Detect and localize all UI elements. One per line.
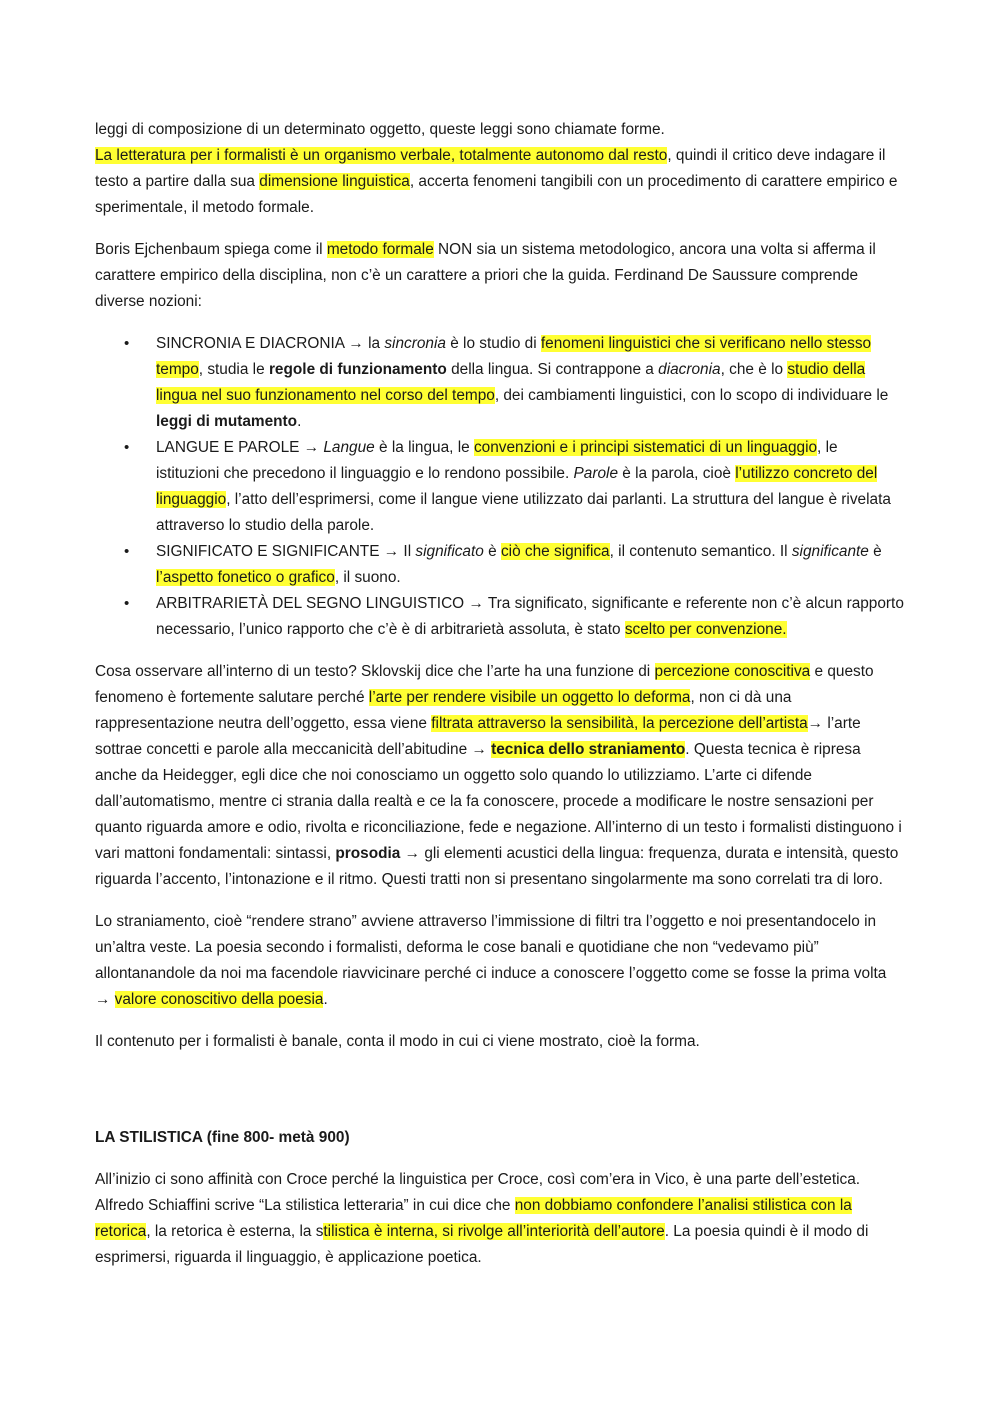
highlight: valore conoscitivo della poesia xyxy=(114,991,324,1008)
list-item: • SINCRONIA E DIACRONIA → la sincronia è lo studio di fenomeni linguistici che si verificano nello stesso tempo, studia le regole di funzionamento della lingua. Si contrappone a diacronia, che è lo studio della lingua nel suo funzionamento nel corso del tempo, dei cambiamenti linguistici, con lo scopo di individuare le leggi di mutamento. xyxy=(156,331,905,435)
paragraph-stilistica: All’inizio ci sono affinità con Croce perché la linguistica per Croce, così com’era in Vico, è una parte dell’estetica. Alfredo Schiaffini scrive “La stilistica letteraria” in cui dice che non dobbiamo confondere l’analisi stilistica con la retorica, la retorica è esterna, la stilistica è interna, si rivolge all’interiorità dell’autore. La poesia quindi è il modo di esprimersi, riguarda il linguaggio, è applicazione poetica. xyxy=(95,1171,869,1266)
arrow-right-icon: → xyxy=(404,845,421,862)
highlight: scelto per convenzione. xyxy=(624,621,787,638)
arrow-right-icon: → xyxy=(348,335,364,352)
highlight: metodo formale xyxy=(326,241,434,258)
arrow-right-icon: → xyxy=(807,715,824,732)
arrow-right-icon: → xyxy=(383,543,400,560)
bullet-icon: • xyxy=(124,543,130,560)
paragraph-contenuto: Il contenuto per i formalisti è banale, conta il modo in cui ci viene mostrato, cioè la forma. xyxy=(95,1033,700,1050)
paragraph-sklovskij: Cosa osservare all’interno di un testo? Sklovskij dice che l’arte ha una funzione di percezione conoscitiva e questo fenomeno è fortemente salutare perché l’arte per rendere visibile un oggetto lo deforma, non ci dà una rappresentazione neutra dell’oggetto, essa viene filtrata attraverso la sensibilità, la percezione dell’artista→ l’arte sottrae concetti e parole alla meccanicità dell’abitudine → tecnica dello straniamento. Questa tecnica è ripresa anche da Heidegger, egli dice che noi conosciamo un oggetto solo quando lo utilizziamo. L’arte ci difende dall’automatismo, mentre ci strania dalla realtà e ce la fa conoscere, procede a modificare le nostre sensazioni per quanto riguarda amore e odio, rivolta e riconciliazione, fede e negazione. All’interno di un testo i formalisti distinguono i vari mattoni fondamentali: sintassi, prosodia → gli elementi acustici della lingua: frequenza, durata e intensità, questo riguarda l’accento, l’intonazione e il ritmo. Questi tratti non si presentano singolarmente ma sono correlati tra di loro. xyxy=(95,663,902,888)
arrow-right-icon: → xyxy=(303,439,320,456)
list-item: • ARBITRARIETÀ DEL SEGNO LINGUISTICO → Tra significato, significante e referente non c’è alcun rapporto necessario, l’unico rapporto che c’è è di arbitrarietà assoluta, è stato scelto per convenzione. xyxy=(156,591,905,643)
highlight: fenomeni linguistici che si verificano nello stesso tempo xyxy=(156,335,872,378)
highlight: filtrata attraverso la sensibilità, la percezione dell’artista xyxy=(431,715,808,732)
highlight: l’aspetto fonetico o grafico xyxy=(156,569,335,586)
paragraph-straniamento: Lo straniamento, cioè “rendere strano” avviene attraverso l’immissione di filtri tra l’oggetto e noi presentandocelo in un’altra veste. La poesia secondo i formalisti, deforma le cose banali e quotidiane che non “vedevamo più” allontanandole da noi ma facendole riavvicinare perché ci induce a conoscere l’oggetto come se fosse la prima volta → valore conoscitivo della poesia. xyxy=(95,913,887,1008)
highlight: tecnica dello straniamento xyxy=(491,741,686,758)
highlight: dimensione linguistica xyxy=(259,173,410,190)
arrow-right-icon: → xyxy=(468,595,484,612)
highlight: ciò che significa xyxy=(500,543,610,560)
bullet-icon: • xyxy=(124,335,130,352)
arrow-right-icon: → xyxy=(95,991,111,1008)
bullet-icon: • xyxy=(124,439,130,456)
bullet-icon: • xyxy=(124,595,130,612)
list-item: • LANGUE E PAROLE → Langue è la lingua, le convenzioni e i principi sistematici di un linguaggio, le istituzioni che precedono il linguaggio e lo rendono possibile. Parole è la parola, cioè l’utilizzo concreto del linguaggio, l’atto dell’esprimersi, come il langue viene utilizzato dai parlanti. La struttura del langue è rivelata attraverso lo studio della parole. xyxy=(156,435,905,539)
highlight: La letteratura per i formalisti è un organismo verbale, totalmente autonomo dal resto xyxy=(95,147,668,164)
highlight: percezione conoscitiva xyxy=(654,663,811,680)
arrow-right-icon: → xyxy=(471,741,487,758)
highlight: studio della lingua nel suo funzionamento nel corso del tempo xyxy=(156,361,866,404)
saussure-notions-list xyxy=(95,331,905,643)
highlight: convenzioni e i principi sistematici di un linguaggio xyxy=(473,439,818,456)
list-item: • SIGNIFICATO E SIGNIFICANTE → Il significato è ciò che significa, il contenuto semantico. Il significante è l’aspetto fonetico o grafico, il suono. xyxy=(156,539,905,591)
highlight: l’utilizzo concreto del linguaggio xyxy=(156,465,878,508)
section-heading: LA STILISTICA (fine 800- metà 900) xyxy=(95,1129,350,1146)
highlight: tilistica è interna, si rivolge all’interiorità dell’autore xyxy=(323,1223,665,1240)
document-page xyxy=(95,117,905,1287)
paragraph-intro: leggi di composizione di un determinato oggetto, queste leggi sono chiamate forme. La letteratura per i formalisti è un organismo verbale, totalmente autonomo dal resto, quindi il critico deve indagare il testo a partire dalla sua dimensione linguistica, accerta fenomeni tangibili con un procedimento di carattere empirico e sperimentale, il metodo formale. xyxy=(95,121,898,216)
highlight: l’arte per rendere visibile un oggetto lo deforma xyxy=(368,689,691,706)
highlight: non dobbiamo confondere l’analisi stilistica con la retorica xyxy=(95,1197,852,1240)
spacer xyxy=(95,1071,905,1125)
paragraph-ejchenbaum: Boris Ejchenbaum spiega come il metodo formale NON sia un sistema metodologico, ancora una volta si afferma il carattere empirico della disciplina, non c’è un carattere a priori che la guida. Ferdinand De Saussure comprende diverse nozioni: xyxy=(95,241,876,310)
